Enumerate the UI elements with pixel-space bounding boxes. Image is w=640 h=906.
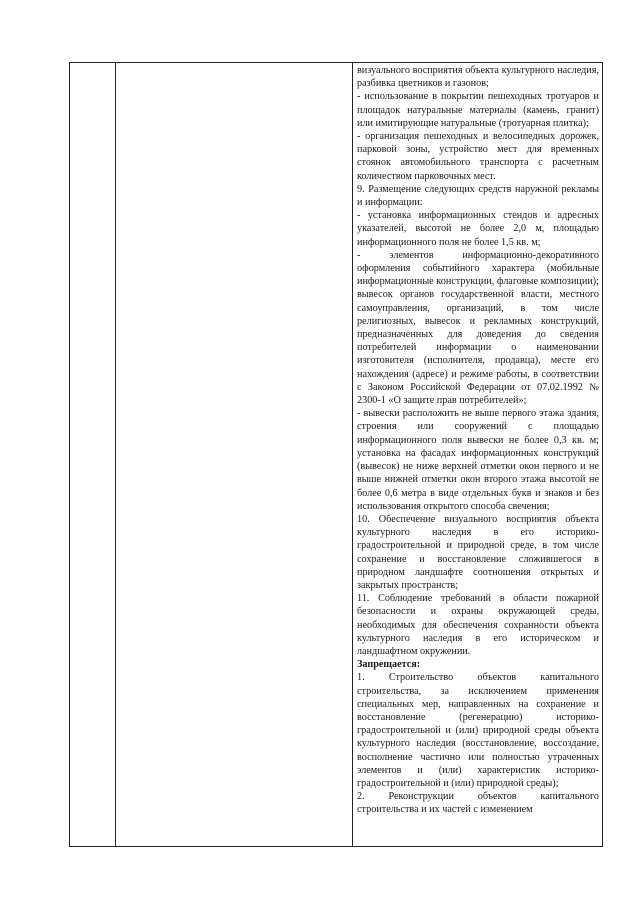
requirements-cell (357, 64, 599, 817)
paragraph-prohibited-1: 1. Строительство объектов капитального строительства, за исключением применения специальных мер, направленных на сохранение и восстановление (регенерацию) историко-градостроительной и (или) природной среды объекта культурного наследия (восстановление, воссоздание, восполнение частично или полностью утраченных элементов и (или) характеристик историко-градостроительной и (или) природной среды); (357, 672, 599, 789)
paragraph-paths-parking: - организация пешеходных и велосипедных дорожек, парковой зоны, устройство мест для временных стоянок автомобильного транспорта с расчетным количеством парковочных мест. (357, 131, 599, 182)
paragraph-item-10: 10. Обеспечение визуального восприятия объекта культурного наследия в его историко-градостроительной и природной среде, в том числе сохранение и восстановление сложившегося в природном ландшафте соотношения открытых и закрытых пространств; (357, 513, 599, 591)
column-divider-2 (352, 63, 353, 846)
paragraph-signage-rules: - вывески расположить не выше первого этажа здания, строения или сооружений с площадью информационного поля вывески не более 0,3 кв. м; установка на фасадах информационных конструкций (вывесок) не ниже верхней отметки окон первого и не выше нижней отметки окон второго этажа высотой не более 0,6 метра в виде отдельных букв и знаков и без использования открытого способа свечения; (357, 408, 599, 512)
requirements-table (69, 62, 603, 847)
paragraph-decorative-elements: - элементов информационно-декоративного оформления событийного характера (мобильные информационные конструкции, флаговые композиции); вывесок органов государственной власти, местного самоуправления, организаций, в том числе религиозных, вывесок и рекламных конструкций, предназначенных для доведения до сведения потребителей информации о наименовании изготовителя (исполнителя, продавца), месте его нахождения (адресе) и режиме работы, в соответствии с Законом Российской Федерации от 07.02.1992 № 2300-1 «О защите прав потребителей»; (357, 249, 599, 407)
paragraph-item-9: 9. Размещение следующих средств наружной рекламы и информации: (357, 183, 599, 209)
paragraph-prohibited-2: 2. Реконструкции объектов капитального строительства и их частей с изменением (357, 791, 599, 816)
paragraph-item-11: 11. Соблюдение требований в области пожарной безопасности и охраны окружающей среды, необходимых для обеспечения сохранности объекта культурного наследия в его историческом и ландшафтном окружении. (357, 593, 599, 657)
prohibited-heading: Запрещается: (357, 659, 421, 671)
paragraph-paving-materials: - использование в покрытии пешеходных тротуаров и площадок натуральные материалы (камень, гранит) или имитирующие натуральные (тротуарная плитка); (357, 91, 599, 129)
paragraph-heritage-perception: визуального восприятия объекта культурного наследия, разбивка цветников и газонов; (357, 65, 599, 90)
column-divider-1 (115, 63, 116, 846)
paragraph-info-stands: - установка информационных стендов и адресных указателей, высотой не более 2,0 м, площадью информационного поля не более 1,5 кв. м; (357, 210, 599, 248)
